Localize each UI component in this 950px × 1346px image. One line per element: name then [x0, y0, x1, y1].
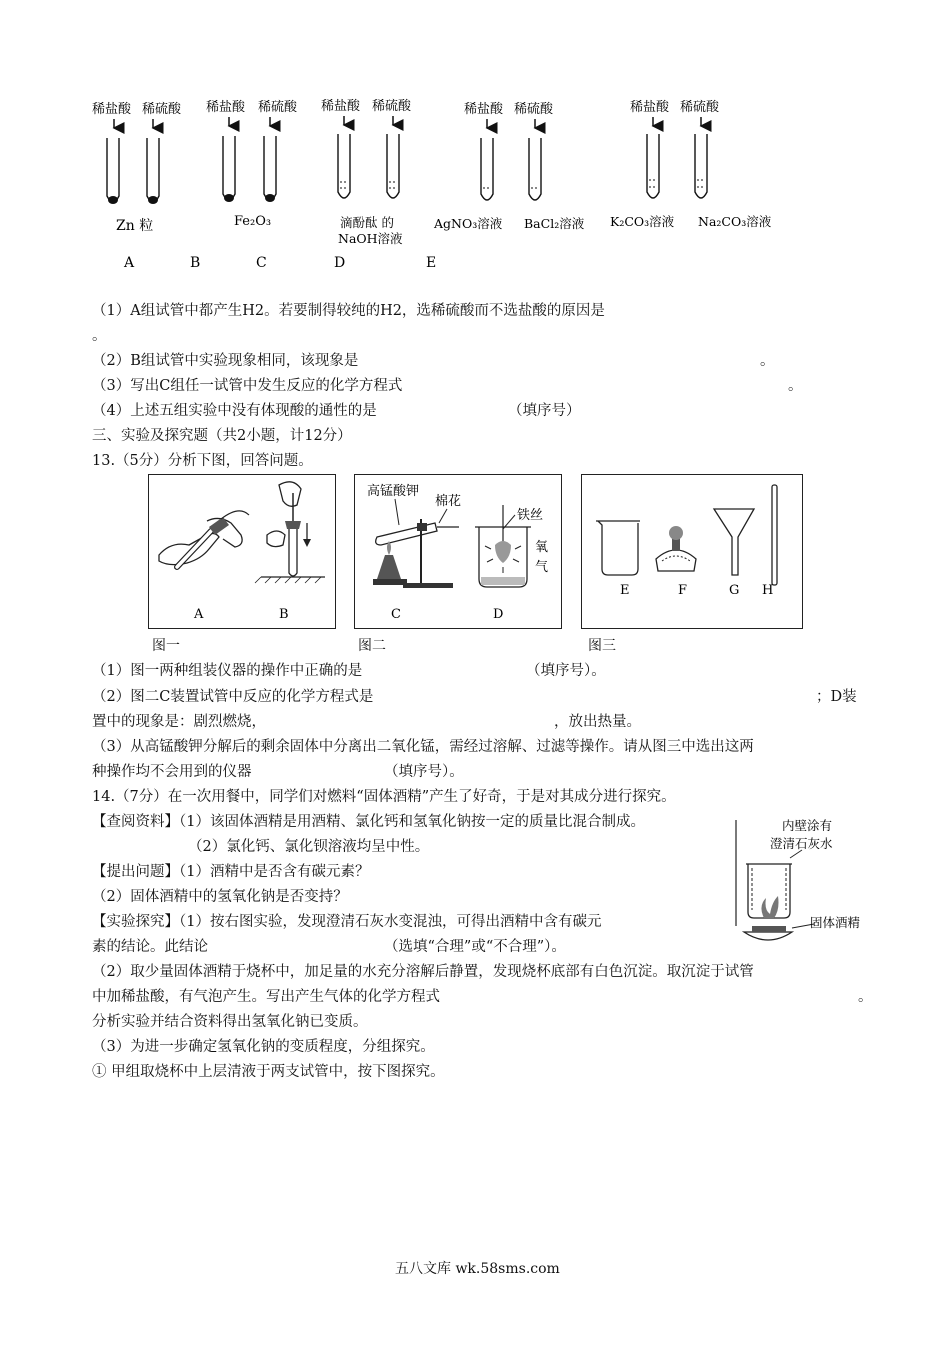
- solid-alcohol-label-top1: 内壁涂有: [782, 818, 833, 833]
- group-e-reagent-left: K₂CO₃溶液: [610, 214, 675, 229]
- q14-question-1: 【提出问题】（1）酒精中是否含有碳元素？: [92, 864, 370, 880]
- figure-two-kmno4: 高锰酸钾: [367, 484, 420, 499]
- q12-part3: （3）写出C组任一试管中发生反应的化学方程式: [92, 378, 403, 394]
- figure-two-oxygen-1: 氧: [535, 540, 549, 555]
- group-c-letter: C: [256, 255, 267, 271]
- q14-experiment-2b-end: 。: [858, 989, 873, 1005]
- q14-experiment-2b: 中加稀盐酸，有气泡产生。写出产生气体的化学方程式: [92, 989, 440, 1005]
- group-b-letter: B: [190, 255, 201, 271]
- figure-one-label-a: A: [194, 607, 204, 622]
- group-e-acid-left: 稀盐酸: [630, 100, 670, 115]
- q13-part3: （3）从高锰酸钾分解后的剩余固体中分离出二氧化锰，需经过溶解、过滤等操作。请从图三中选出这两: [92, 739, 754, 755]
- q13-part2: （2）图二C装置试管中反应的化学方程式是: [92, 689, 374, 705]
- group-b-acid-left: 稀盐酸: [206, 100, 246, 115]
- figure-two-wire: 铁丝: [517, 508, 544, 523]
- q13-part2-end: ；D装: [816, 689, 857, 705]
- figure-two-oxygen-2: 气: [535, 560, 549, 575]
- figure-one-caption: 图一: [152, 638, 180, 654]
- group-a-reagent: Zn 粒: [116, 218, 154, 234]
- q14-question-2: （2）固体酒精中的氢氧化钠是否变持？: [92, 889, 348, 905]
- figure-three-box: [581, 474, 803, 629]
- q13-part3b: 种操作均不会用到的仪器: [92, 764, 252, 780]
- solid-alcohol-label-top2: 澄清石灰水: [770, 836, 833, 851]
- group-b-acid-right: 稀硫酸: [258, 100, 298, 115]
- acid-experiment-figure: [80, 92, 800, 277]
- figure-three-label-f: F: [678, 583, 688, 598]
- assembly-operations-drawing: [149, 475, 335, 628]
- q13-heading: 13.（5分）分析下图，回答问题。: [92, 453, 313, 469]
- q14-experiment-2: （2）取少量固体酒精于烧杯中，加足量的水充分溶解后静置，发现烧杯底部有白色沉淀。取沉淀于试管: [92, 964, 754, 980]
- group-e-acid-right: 稀硫酸: [680, 100, 720, 115]
- page-footer: 五八文库 wk.58sms.com: [395, 1261, 560, 1277]
- group-c-acid-right: 稀硫酸: [372, 99, 412, 114]
- q14-experiment-3: （3）为进一步确定氢氧化钠的变质程度，分组探究。: [92, 1039, 435, 1055]
- group-a-tubes: [92, 101, 182, 271]
- q12-part2: （2）B组试管中实验现象相同，该现象是: [92, 353, 359, 369]
- group-c-reagent-line2: NaOH溶液: [338, 231, 403, 246]
- q14-experiment-2c: 分析实验并结合资料得出氢氧化钠已变质。: [92, 1014, 368, 1030]
- figure-three-label-g: G: [729, 583, 740, 598]
- q12-part4: （4）上述五组实验中没有体现酸的通性的是: [92, 403, 377, 419]
- group-e-tubes: [426, 99, 772, 271]
- oxygen-experiment-drawing: [355, 475, 561, 628]
- group-d-letter: D: [334, 255, 346, 271]
- q13-part2b-end: ，放出热量。: [554, 714, 641, 730]
- q14-heading: 14.（7分）在一次用餐中，同学们对燃料“固体酒精”产生了好奇，于是对其成分进行探究。: [92, 789, 676, 805]
- group-c-acid-left: 稀盐酸: [321, 99, 361, 114]
- q12-part3-end: 。: [788, 378, 803, 394]
- group-c-tubes: [256, 98, 412, 271]
- group-d-acid-right: 稀硫酸: [514, 102, 554, 117]
- q14-experiment-1b: 素的结论。此结论: [92, 939, 208, 955]
- group-d-reagent-left: AgNO₃溶液: [434, 216, 503, 231]
- figure-two-label-d: D: [493, 607, 504, 622]
- solid-alcohol-figure: [730, 814, 870, 954]
- figure-three-label-e: E: [620, 583, 630, 598]
- figure-two-caption: 图二: [358, 638, 386, 654]
- lab-instruments-drawing: [582, 475, 802, 628]
- q12-part1-end: 。: [92, 328, 107, 344]
- q12-part1-text: （1）A组试管中都产生H2。若要制得较纯的H2，选稀硫酸而不选盐酸的原因是: [92, 303, 605, 319]
- solid-alcohol-label-fuel: 固体酒精: [810, 915, 861, 930]
- group-a-acid-left: 稀盐酸: [92, 102, 132, 117]
- group-a-acid-right: 稀硫酸: [142, 102, 182, 117]
- group-c-reagent-line1: 滴酚酞 的: [340, 215, 394, 230]
- q12-part2-end: 。: [760, 353, 775, 369]
- group-a-letter: A: [124, 255, 135, 271]
- figure-two-box: [354, 474, 562, 629]
- group-b-reagent: Fe₂O₃: [234, 214, 272, 229]
- group-b-tubes: [190, 99, 298, 271]
- q14-reference-2: （2）氯化钙、氯化钡溶液均呈中性。: [188, 839, 430, 855]
- group-d-acid-left: 稀盐酸: [464, 102, 504, 117]
- q13-part2b: 置中的现象是：剧烈燃烧，: [92, 714, 266, 730]
- figure-two-label-c: C: [391, 607, 401, 622]
- group-d-reagent-right: BaCl₂溶液: [524, 216, 585, 231]
- figure-three-label-h: H: [762, 583, 774, 598]
- q13-part1: （1）图一两种组装仪器的操作中正确的是: [92, 663, 363, 679]
- q14-experiment-1: 【实验探究】（1）按右图实验，发现澄清石灰水变混浊，可得出酒精中含有碳元: [92, 914, 602, 930]
- section-three-heading: 三、实验及探究题（共2小题，计12分）: [92, 428, 352, 444]
- group-e-letter: E: [426, 255, 437, 271]
- figure-three-caption: 图三: [588, 638, 616, 654]
- q12-part1: [92, 301, 605, 321]
- q14-experiment-1b-hint: （选填“合理”或“不合理”）。: [384, 939, 566, 955]
- q13-part3b-hint: （填序号）。: [384, 764, 464, 780]
- q14-reference-1: 【查阅资料】（1）该固体酒精是用酒精、氯化钙和氢氧化钠按一定的质量比混合制成。: [92, 814, 645, 830]
- group-e-reagent-right: Na₂CO₃溶液: [698, 214, 772, 229]
- figure-one-box: [148, 474, 336, 629]
- q14-experiment-3a: ① 甲组取烧杯中上层清液于两支试管中，按下图探究。: [92, 1064, 445, 1080]
- figure-two-cotton: 棉花: [435, 494, 462, 509]
- q12-part4-hint: （填序号）: [508, 403, 581, 419]
- q13-part1-hint: （填序号）。: [526, 663, 606, 679]
- figure-one-label-b: B: [279, 607, 289, 622]
